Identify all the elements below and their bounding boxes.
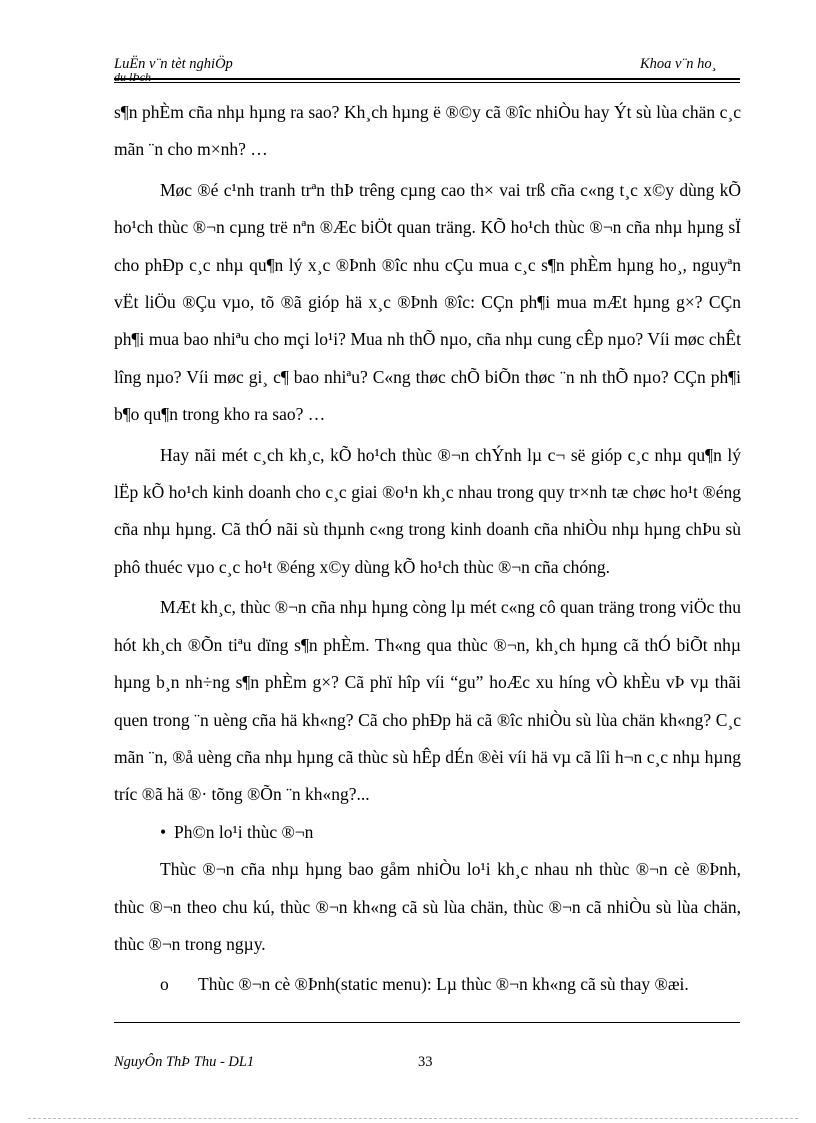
sub-item [114,966,741,1003]
circle-bullet-icon: o [160,974,169,995]
page-number: 33 [418,1054,433,1070]
paragraph-menu-marketing: MÆt kh¸c, thùc ®¬n cña nhµ hµng còng lµ mét c«ng cô quan träng trong viÖc thu hót kh¸ch ®Õn tiªu dïng s¶n phÈm. Th«ng qua thùc ®¬n, kh¸ch hµng cã thÓ biÕt nhµ hµng b¸n nh÷ng s¶n phÈm g×? Cã phï hîp víi “gu” hoÆc xu híng vÒ khÈu vÞ vµ thãi quen trong ¨n uèng cña hä kh«ng? Cã cho phÐp hä cã ®îc nhiÒu sù lùa chän kh«ng? C¸c mãn ¨n, ®å uèng cña nhµ hµng cã thùc sù hÊp dÉn ®èi víi hä vµ cã lîi h¬n c¸c nhµ hµng tríc ®ã hä ®· tõng ®Õn ¨n kh«ng?... [114,597,741,805]
paragraph-menu-planning: Møc ®é c¹nh tranh trªn thÞ trêng cµng cao th× vai trß cña c«ng t¸c x©y dùng kÕ ho¹ch thùc ®¬n cµng trë nªn ®Æc biÖt quan träng. KÕ ho¹ch thùc ®¬n cña nhµ hµng sÏ cho phÐp c¸c nhµ qu¶n lý x¸c ®Þnh ®îc nhu cÇu mua c¸c s¶n phÈm hµng ho¸, nguyªn vËt liÖu ®Çu vµo, tõ ®ã gióp hä x¸c ®Þnh ®îc: CÇn ph¶i mua mÆt hµng g×? CÇn ph¶i mua bao nhiªu cho mçi lo¹i? Mua nh thÕ nµo, cña nhµ cung cÊp nµo? Víi møc chÊt lîng nµo? Víi møc gi¸ c¶ bao nhiªu? C«ng thøc chÕ biÕn thøc ¨n nh thÕ nµo? CÇn ph¶i b¶o qu¶n trong kho ra sao? … [114,179,741,425]
header-faculty: Khoa v¨n ho¸ [640,56,717,72]
bullet-icon: • [160,821,167,842]
bullet-heading: Ph©n lo¹i thùc ®¬n [174,821,314,842]
body-text [114,94,741,1004]
header-rule-thin [114,82,740,83]
sub-item-text: Thùc ®¬n cè ®Þnh(static menu): Lµ thùc ®¬n kh«ng cã sù thay ®æi. [198,974,689,995]
footer-rule [114,1022,740,1023]
header-thesis-title: LuËn v¨n tèt nghiÖp [114,56,233,72]
header-rule-thick [114,78,740,80]
footer-author: NguyÔn ThÞ Thu - DL1 [114,1054,255,1070]
page-break-line [28,1118,798,1119]
paragraph-menu-types: Thùc ®¬n cña nhµ hµng bao gåm nhiÒu lo¹i kh¸c nhau nh thùc ®¬n cè ®Þnh, thùc ®¬n theo chu kú, thùc ®¬n kh«ng cã sù lùa chän, thùc ®¬n cã nhiÒu sù lùa chän, thùc ®¬n trong ngµy. [114,859,741,954]
header-thesis-subtitle: du lÞch [114,70,151,84]
bullet-item [114,814,741,851]
paragraph-menu-basis: Hay nãi mét c¸ch kh¸c, kÕ ho¹ch thùc ®¬n chÝnh lµ c¬ së gióp c¸c nhµ qu¶n lý lËp kÕ ho¹ch kinh doanh cho c¸c giai ®o¹n kh¸c nhau trong quy tr×nh tæ chøc ho¹t ®éng cña nhµ hµng. Cã thÓ nãi sù thµnh c«ng trong kinh doanh cña nhiÒu nhµ hµng chÞu sù phô thuéc vµo c¸c ho¹t ®éng x©y dùng kÕ ho¹ch thùc ®¬n cña chóng. [114,444,741,577]
paragraph-continuation: s¶n phÈm cña nhµ hµng ra sao? Kh¸ch hµng ë ®©y cã ®îc nhiÒu hay Ýt sù lùa chän c¸c mãn ¨n cho m×nh? … [114,102,741,160]
